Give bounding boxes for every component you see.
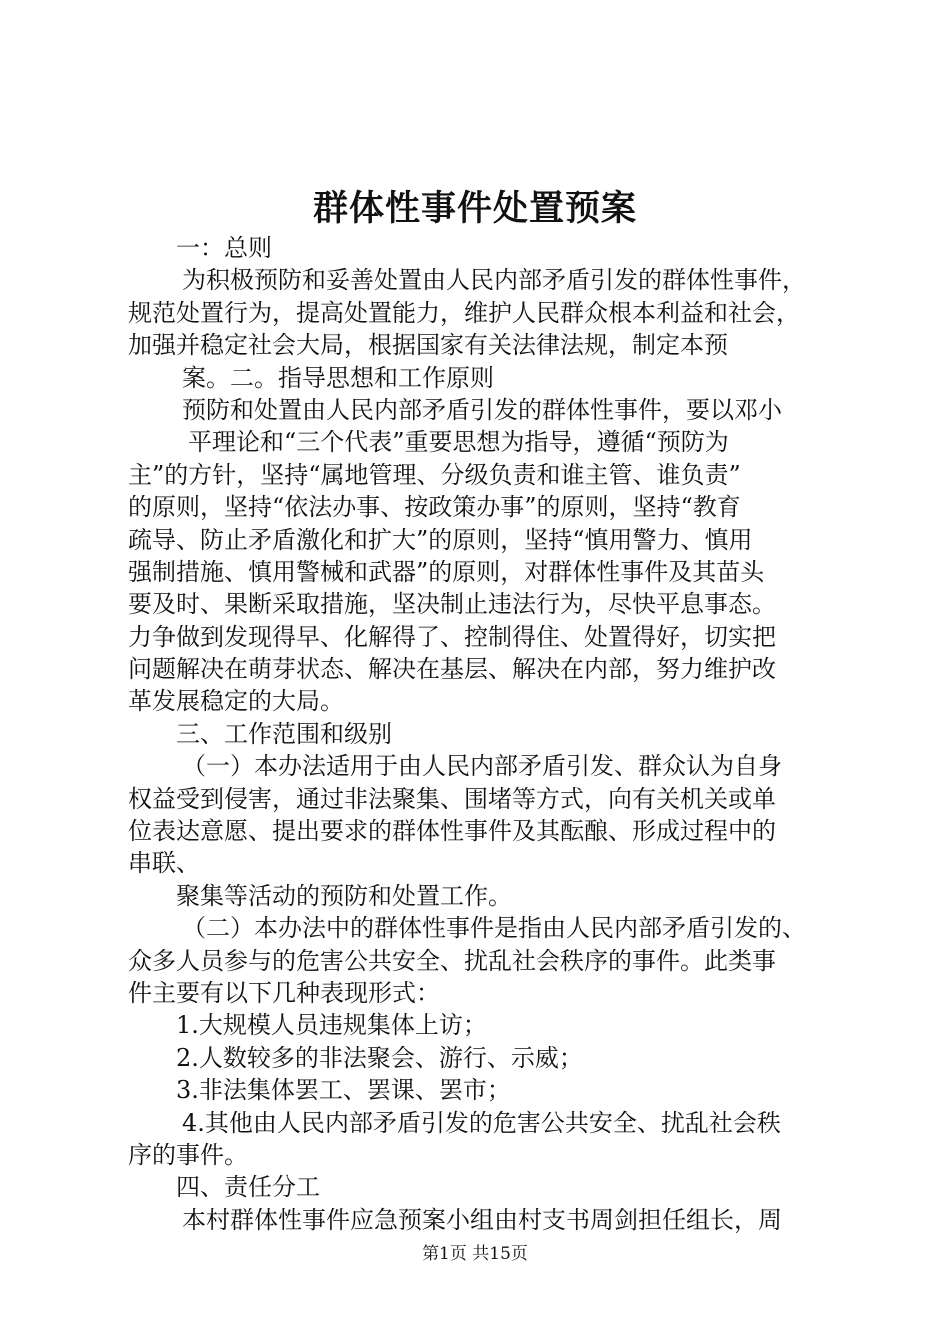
paragraph-line: 疏导、防止矛盾激化和扩大”的原则，坚持“慎用警力、慎用 — [128, 525, 753, 554]
document-body — [128, 232, 840, 1236]
list-item: 3.非法集体罢工、罢课、罢市； — [176, 1076, 511, 1105]
paragraph-line: 串联、 — [128, 849, 200, 878]
paragraph-line: 革发展稳定的大局。 — [128, 687, 344, 716]
paragraph-line: 众多人员参与的危害公共安全、扰乱社会秩序的事件。此类事 — [128, 946, 776, 975]
paragraph-line: 的原则，坚持“依法办事、按政策办事”的原则，坚持“教育 — [128, 493, 741, 522]
paragraph-line: 强制措施、慎用警械和武器”的原则，对群体性事件及其苗头 — [128, 557, 765, 586]
paragraph-line: 要及时、果断采取措施，坚决制止违法行为，尽快平息事态。 — [128, 590, 776, 619]
list-item: 1.大规模人员违规集体上访； — [176, 1011, 487, 1040]
paragraph-line: 加强并稳定社会大局，根据国家有关法律法规，制定本预 — [128, 331, 728, 360]
paragraph-line: 位表达意愿、提出要求的群体性事件及其酝酿、形成过程中的 — [128, 817, 776, 846]
paragraph-line: 序的事件。 — [128, 1140, 248, 1169]
list-item: 4.其他由人民内部矛盾引发的危害公共安全、扰乱社会秩 — [182, 1108, 781, 1137]
section-heading-general: 一：总则 — [176, 234, 272, 262]
paragraph-line: 预防和处置由人民内部矛盾引发的群体性事件，要以邓小 — [182, 395, 782, 424]
paragraph-line: 聚集等活动的预防和处置工作。 — [176, 881, 512, 910]
paragraph-line: 权益受到侵害，通过非法聚集、围堵等方式，向有关机关或单 — [128, 784, 776, 813]
paragraph-line: 本村群体性事件应急预案小组由村支书周剑担任组长，周 — [182, 1205, 782, 1234]
document-title: 群体性事件处置预案 — [312, 188, 637, 229]
paragraph-line: （二）本办法中的群体性事件是指由人民内部矛盾引发的、 — [182, 914, 806, 943]
paragraph-line: 力争做到发现得早、化解得了、控制得住、处置得好，切实把 — [128, 622, 776, 651]
list-item: 2.人数较多的非法聚会、游行、示威； — [176, 1043, 583, 1072]
section-heading-scope: 三、工作范围和级别 — [176, 719, 392, 748]
paragraph-line: 规范处置行为，提高处置能力，维护人民群众根本利益和社会， — [128, 298, 800, 327]
paragraph-line: 平理论和“三个代表”重要思想为指导，遵循“预防为 — [188, 428, 729, 457]
page-footer: 第1页 共15页 — [422, 1244, 528, 1264]
paragraph-line: （一）本办法适用于由人民内部矛盾引发、群众认为自身 — [182, 752, 782, 781]
paragraph-line: 问题解决在萌芽状态、解决在基层、解决在内部，努力维护改 — [128, 655, 776, 684]
paragraph-line: 主”的方针，坚持“属地管理、分级负责和谁主管、谁负责” — [128, 460, 741, 489]
section-heading-responsibilities: 四、责任分工 — [176, 1173, 320, 1202]
paragraph-line: 案。二。指导思想和工作原则 — [182, 363, 494, 392]
paragraph-line: 为积极预防和妥善处置由人民内部矛盾引发的群体性事件， — [182, 266, 806, 295]
paragraph-line: 件主要有以下几种表现形式： — [128, 978, 440, 1007]
